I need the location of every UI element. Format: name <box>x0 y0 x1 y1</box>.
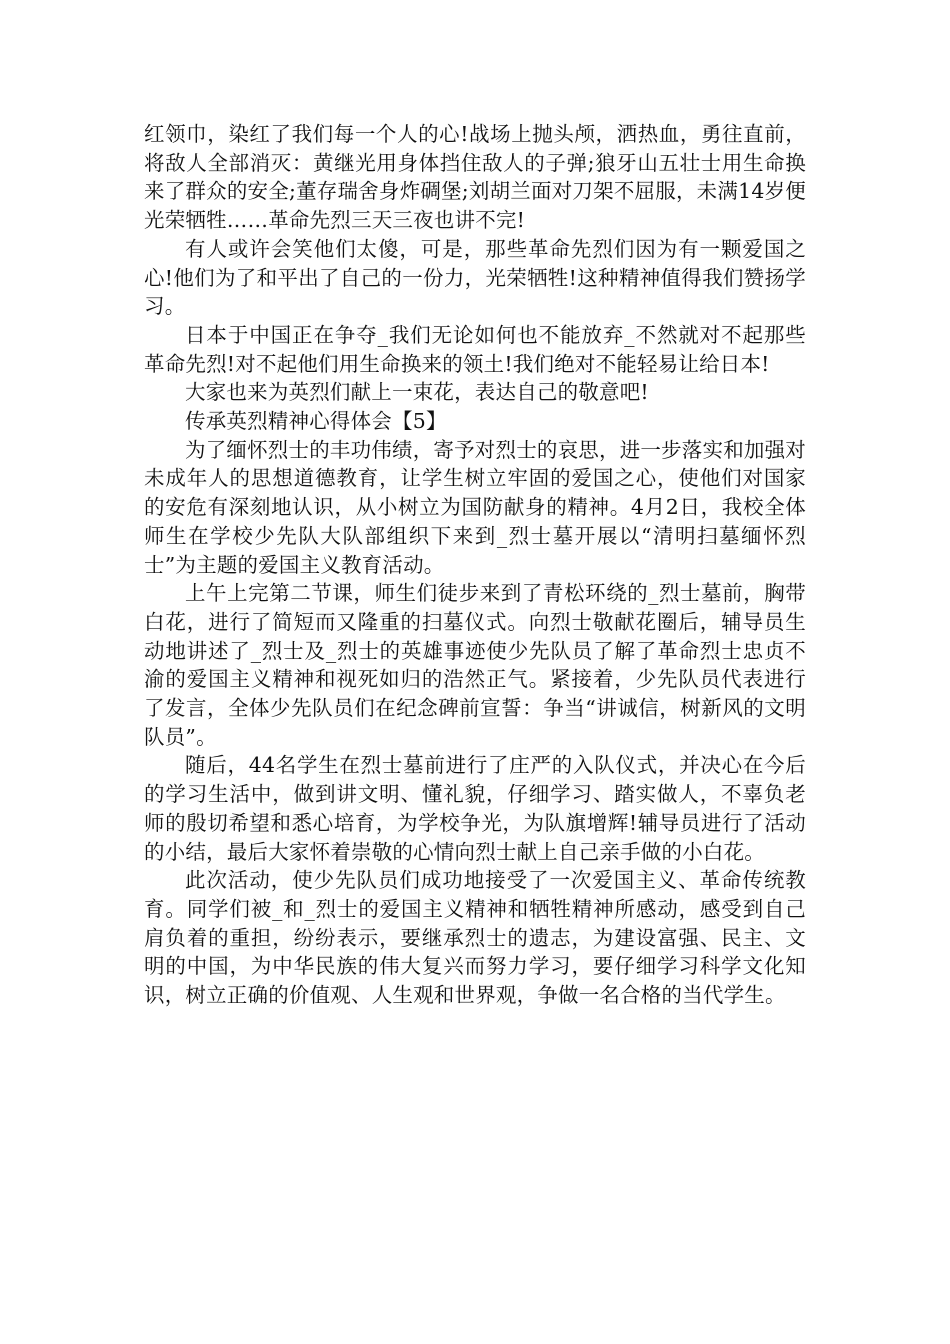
paragraph: 上午上完第二节课，师生们徒步来到了青松环绕的_烈士墓前，胸带白花，进行了简短而又隆重的扫墓仪式。向烈士敬献花圈后，辅导员生动地讲述了_烈士及_烈士的英雄事迹使少先队员了解了革命烈士忠贞不渝的爱国主义精神和视死如归的浩然正气。紧接着，少先队员代表进行了发言，全体少先队员们在纪念碑前宣誓：争当“讲诚信，树新风的文明队员”。 <box>144 581 806 749</box>
paragraph: 日本于中国正在争夺_我们无论如何也不能放弃_不然就对不起那些革命先烈!对不起他们用生命换来的领土!我们绝对不能轻易让给日本! <box>144 322 806 376</box>
document-body <box>144 120 806 1010</box>
paragraph: 为了缅怀烈士的丰功伟绩，寄予对烈士的哀思，进一步落实和加强对未成年人的思想道德教育，让学生树立牢固的爱国之心，使他们对国家的安危有深刻地认识，从小树立为国防献身的精神。4月2日，我校全体师生在学校少先队大队部组织下来到_烈士墓开展以“清明扫墓缅怀烈士”为主题的爱国主义教育活动。 <box>144 437 806 577</box>
paragraph: 随后，44名学生在烈士墓前进行了庄严的入队仪式，并决心在今后的学习生活中，做到讲文明、懂礼貌，仔细学习、踏实做人，不辜负老师的殷切希望和悉心培育，为学校争光，为队旗增辉!辅导员进行了活动的小结，最后大家怀着崇敬的心情向烈士献上自己亲手做的小白花。 <box>144 753 806 864</box>
paragraph: 大家也来为英烈们献上一束花，表达自己的敬意吧! <box>185 380 649 405</box>
section-heading: 传承英烈精神心得体会【5】 <box>185 409 447 434</box>
paragraph: 有人或许会笑他们太傻，可是，那些革命先烈们因为有一颗爱国之心!他们为了和平出了自己的一份力，光荣牺牲!这种精神值得我们赞扬学习。 <box>144 236 806 319</box>
paragraph: 此次活动，使少先队员们成功地接受了一次爱国主义、革命传统教育。同学们被_和_烈士的爱国主义精神和牺牲精神所感动，感受到自己肩负着的重担，纷纷表示，要继承烈士的遗志，为建设富强、民主、文明的中国，为中华民族的伟大复兴而努力学习，要仔细学习科学文化知识，树立正确的价值观、人生观和世界观，争做一名合格的当代学生。 <box>144 868 806 1008</box>
paragraph: 红领巾，染红了我们每一个人的心!战场上抛头颅，洒热血，勇往直前，将敌人全部消灭：黄继光用身体挡住敌人的子弹;狼牙山五壮士用生命换来了群众的安全;董存瑞舍身炸碉堡;刘胡兰面对刀架不屈服，未满14岁便光荣牺牲……革命先烈三天三夜也讲不完! <box>144 122 806 233</box>
